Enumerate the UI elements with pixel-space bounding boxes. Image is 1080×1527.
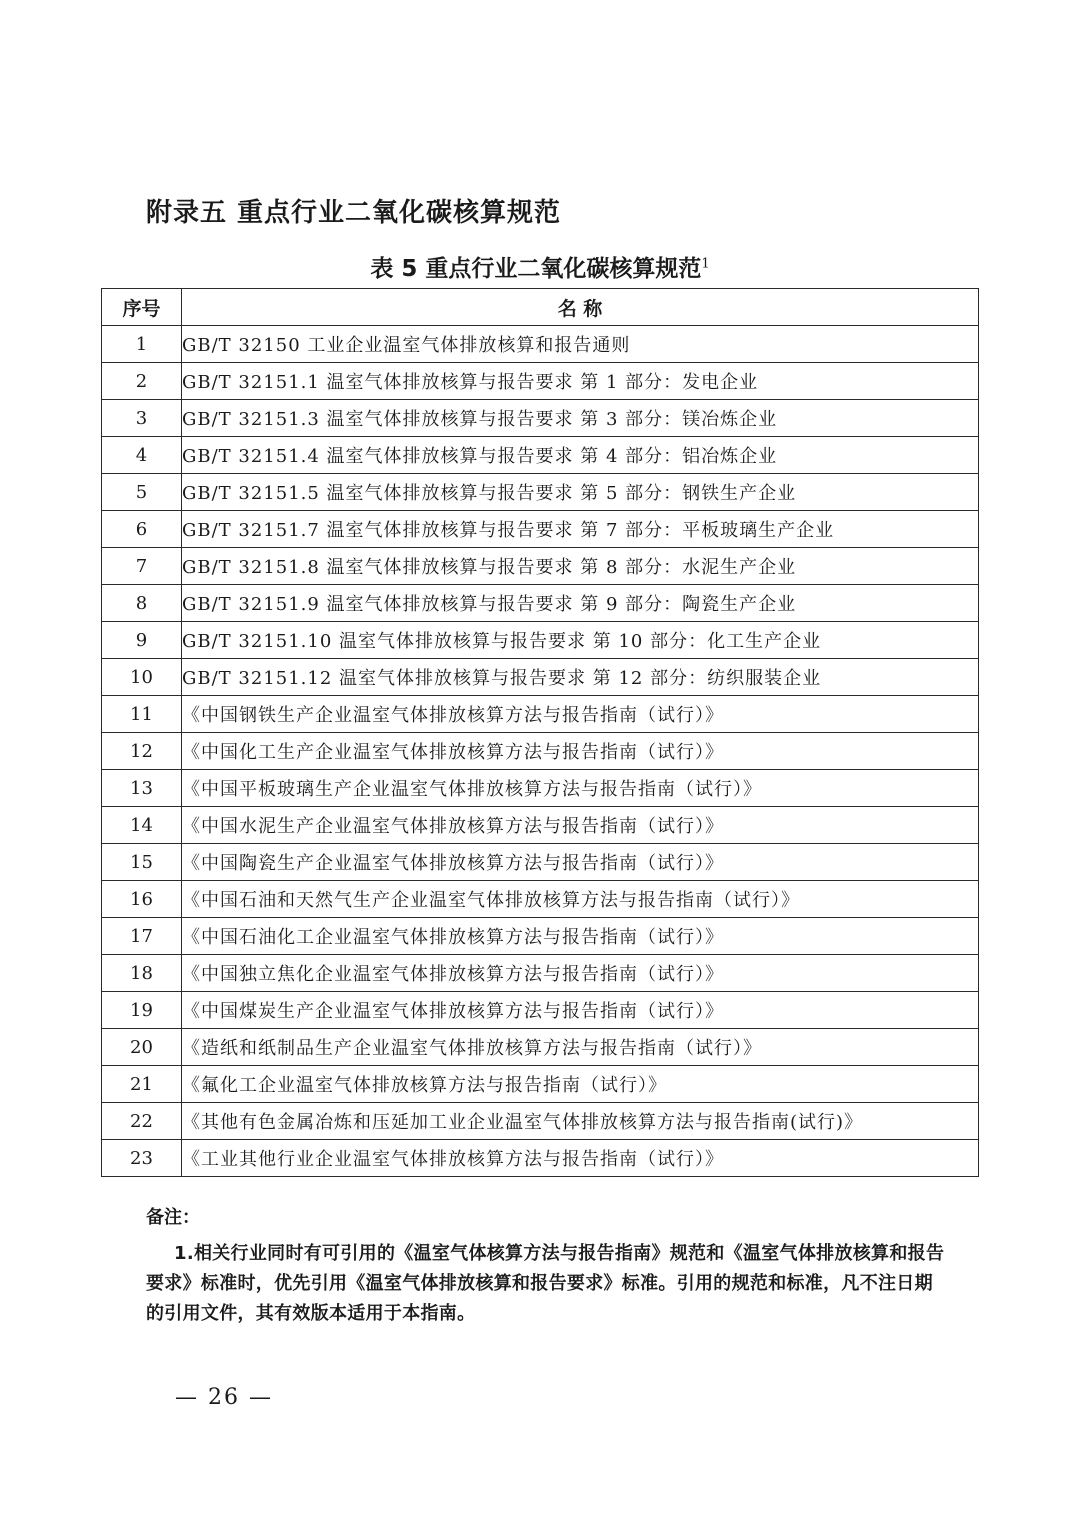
table-row: [102, 918, 979, 955]
table-row: [102, 1103, 979, 1140]
row-standard-name: GB/T 32151.3 温室气体排放核算与报告要求 第 3 部分：镁冶炼企业: [182, 400, 979, 437]
row-serial-number: 8: [102, 585, 182, 622]
table-row: [102, 807, 979, 844]
header-name: 名 称: [182, 289, 979, 326]
row-standard-name: GB/T 32151.5 温室气体排放核算与报告要求 第 5 部分：钢铁生产企业: [182, 474, 979, 511]
table-row: [102, 622, 979, 659]
row-serial-number: 23: [102, 1140, 182, 1177]
row-serial-number: 21: [102, 1066, 182, 1103]
row-serial-number: 12: [102, 733, 182, 770]
row-serial-number: 14: [102, 807, 182, 844]
row-standard-name: 《中国钢铁生产企业温室气体排放核算方法与报告指南（试行）》: [182, 696, 979, 733]
page-number: — 26 —: [175, 1385, 273, 1410]
table-row: [102, 696, 979, 733]
row-standard-name: 《其他有色金属冶炼和压延加工业企业温室气体排放核算方法与报告指南(试行)》: [182, 1103, 979, 1140]
row-standard-name: GB/T 32151.9 温室气体排放核算与报告要求 第 9 部分：陶瓷生产企业: [182, 585, 979, 622]
row-standard-name: GB/T 32151.10 温室气体排放核算与报告要求 第 10 部分：化工生产企业: [182, 622, 979, 659]
row-serial-number: 3: [102, 400, 182, 437]
row-serial-number: 1: [102, 326, 182, 363]
table-row: [102, 363, 979, 400]
row-standard-name: GB/T 32151.8 温室气体排放核算与报告要求 第 8 部分：水泥生产企业: [182, 548, 979, 585]
row-serial-number: 2: [102, 363, 182, 400]
row-serial-number: 22: [102, 1103, 182, 1140]
row-serial-number: 7: [102, 548, 182, 585]
row-serial-number: 4: [102, 437, 182, 474]
appendix-title: 附录五 重点行业二氧化碳核算规范: [146, 198, 562, 228]
row-standard-name: GB/T 32151.12 温室气体排放核算与报告要求 第 12 部分：纺织服装企业: [182, 659, 979, 696]
table-row: [102, 1140, 979, 1177]
row-standard-name: 《中国石油和天然气生产企业温室气体排放核算方法与报告指南（试行）》: [182, 881, 979, 918]
table-row: [102, 1066, 979, 1103]
row-standard-name: 《中国平板玻璃生产企业温室气体排放核算方法与报告指南（试行）》: [182, 770, 979, 807]
row-serial-number: 17: [102, 918, 182, 955]
table-row: [102, 955, 979, 992]
table-caption: [0, 250, 1080, 283]
table-row: [102, 437, 979, 474]
table-row: [102, 659, 979, 696]
table-header-row: [102, 289, 979, 326]
row-serial-number: 11: [102, 696, 182, 733]
row-standard-name: 《中国陶瓷生产企业温室气体排放核算方法与报告指南（试行）》: [182, 844, 979, 881]
row-standard-name: 《中国水泥生产企业温室气体排放核算方法与报告指南（试行）》: [182, 807, 979, 844]
table-row: [102, 733, 979, 770]
row-standard-name: 《中国石油化工企业温室气体排放核算方法与报告指南（试行）》: [182, 918, 979, 955]
row-standard-name: 《造纸和纸制品生产企业温室气体排放核算方法与报告指南（试行）》: [182, 1029, 979, 1066]
table-row: [102, 1029, 979, 1066]
table-row: [102, 400, 979, 437]
table-row: [102, 881, 979, 918]
row-serial-number: 6: [102, 511, 182, 548]
row-standard-name: 《中国独立焦化企业温室气体排放核算方法与报告指南（试行）》: [182, 955, 979, 992]
standards-table: [101, 288, 979, 1177]
row-serial-number: 13: [102, 770, 182, 807]
row-serial-number: 5: [102, 474, 182, 511]
row-serial-number: 20: [102, 1029, 182, 1066]
row-standard-name: 《氟化工企业温室气体排放核算方法与报告指南（试行）》: [182, 1066, 979, 1103]
row-standard-name: GB/T 32150 工业企业温室气体排放核算和报告通则: [182, 326, 979, 363]
notes-section: [146, 1203, 946, 1329]
row-serial-number: 18: [102, 955, 182, 992]
row-standard-name: GB/T 32151.7 温室气体排放核算与报告要求 第 7 部分：平板玻璃生产企业: [182, 511, 979, 548]
table-row: [102, 511, 979, 548]
table-row: [102, 770, 979, 807]
row-standard-name: GB/T 32151.1 温室气体排放核算与报告要求 第 1 部分：发电企业: [182, 363, 979, 400]
row-serial-number: 16: [102, 881, 182, 918]
table-body: [102, 326, 979, 1177]
row-standard-name: 《工业其他行业企业温室气体排放核算方法与报告指南（试行）》: [182, 1140, 979, 1177]
row-serial-number: 19: [102, 992, 182, 1029]
row-serial-number: 9: [102, 622, 182, 659]
row-standard-name: 《中国化工生产企业温室气体排放核算方法与报告指南（试行）》: [182, 733, 979, 770]
table-row: [102, 548, 979, 585]
row-serial-number: 10: [102, 659, 182, 696]
row-serial-number: 15: [102, 844, 182, 881]
note-item: 1.相关行业同时有可引用的《温室气体核算方法与报告指南》规范和《温室气体排放核算和报告要求》标准时，优先引用《温室气体排放核算和报告要求》标准。引用的规范和标准，凡不注日期的引用文件，其有效版本适用于本指南。: [146, 1243, 945, 1324]
table-row: [102, 585, 979, 622]
row-standard-name: GB/T 32151.4 温室气体排放核算与报告要求 第 4 部分：铝冶炼企业: [182, 437, 979, 474]
table-row: [102, 844, 979, 881]
table-row: [102, 326, 979, 363]
notes-label: 备注：: [146, 1207, 200, 1228]
row-standard-name: 《中国煤炭生产企业温室气体排放核算方法与报告指南（试行）》: [182, 992, 979, 1029]
footnote-mark: 1: [701, 256, 710, 272]
table-row: [102, 474, 979, 511]
header-serial-number: 序号: [102, 289, 182, 326]
table-caption-text: 表 5 重点行业二氧化碳核算规范: [370, 256, 702, 282]
table-row: [102, 992, 979, 1029]
